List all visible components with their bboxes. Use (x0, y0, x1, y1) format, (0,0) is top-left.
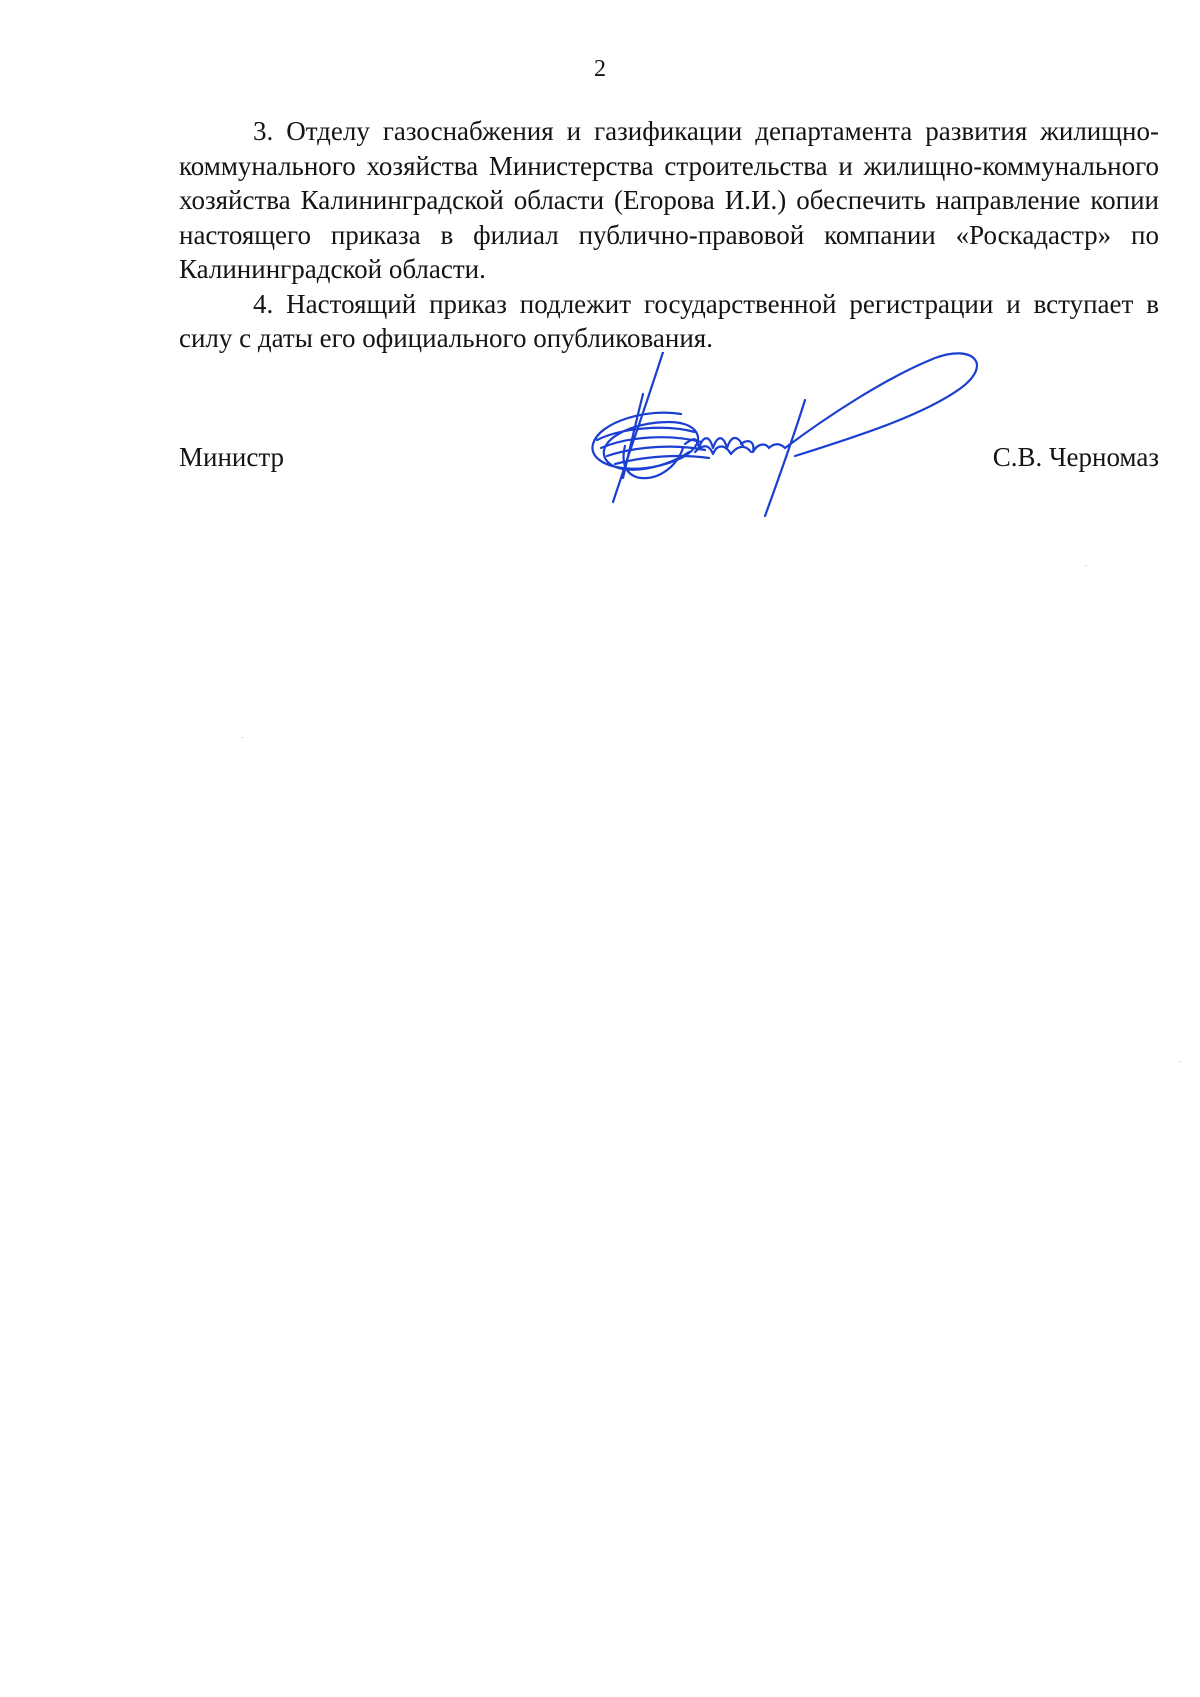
order-body (179, 114, 1159, 356)
paragraph-item-3: 3. Отделу газоснабжения и газификации департамента развития жилищно-коммунального хозяйства Министерства строительства и жилищно-коммунального хозяйства Калининградской области (Егорова И.И.) обеспечить направление копии настоящего приказа в филиал публично-правовой компании «Роскадастр» по Калининградской области. (179, 116, 1159, 284)
page-number: 2 (594, 56, 606, 82)
scan-speck (1085, 565, 1087, 566)
scan-speck (241, 737, 243, 738)
signer-name: С.В. Черномаз (992, 442, 1159, 472)
signer-title: Министр (179, 442, 284, 472)
handwritten-signature (585, 352, 985, 522)
scan-speck (1179, 1061, 1181, 1062)
paragraph-item-4: 4. Настоящий приказ подлежит государственной регистрации и вступает в силу с даты его официального опубликования. (179, 288, 1159, 353)
